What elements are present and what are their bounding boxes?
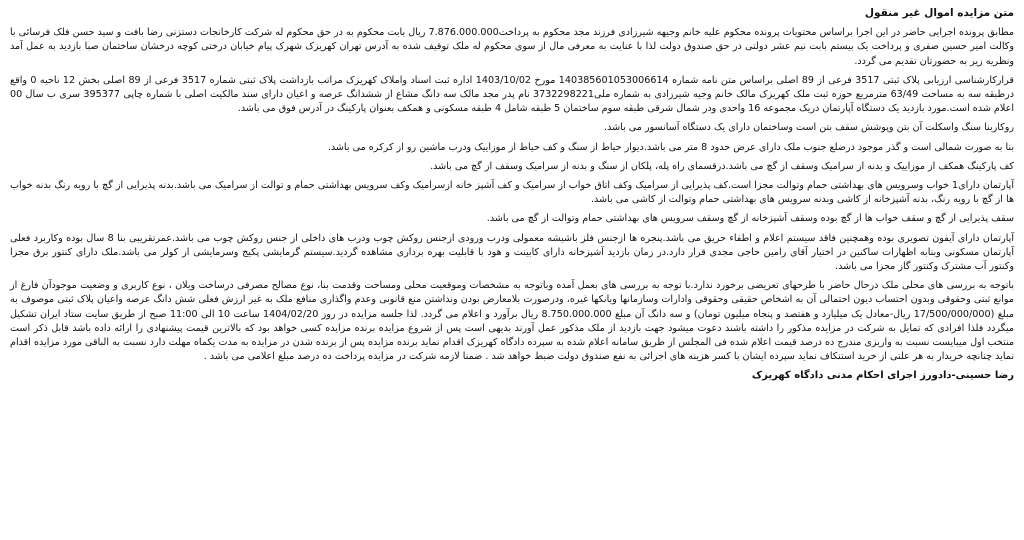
paragraph-ceilings: سقف پذیرایی از گچ و سقف خواب ها از گچ بوده وسقف آشپزخانه از گچ وسقف سرویس های بهداشتی حمام وتوالت از گچ می باشد.: [486, 213, 1014, 225]
signature: رضا حسینی-دادورز اجرای احکام مدنی دادگاه کهریزک: [751, 370, 1014, 382]
paragraph-case-summary: مطابق پرونده اجرایی حاضر در این اجرا براساس محتویات پرونده محکوم علیه خانم وجیهه شیرزادی فرزند مجد محکوم به پرداخت7.876.000.000 ریال بابت محکوم به در حق محکوم له شرکت کارخانجات دستزنی رضا بافت و سید حسن فلک فرسائی با وکالت امیر حسین صفری و پرداخت یک بیستم بابت نیم عشر دولتی در حق صندوق دولت لذا با عنایت به معرفی مال از سوی محکوم له ملک توقیف شده به آدرس تهران کهریزک شهرک پیام خیابان درختی کوچه درخشان ساختمان صبا بازدید به عمل آمد ونظریه زیر به حضورتان تقدیم می گردد.: [10, 27, 1014, 67]
paragraph-registration: قرارکارشناسی ارزیابی پلاک ثبتی 3517 فرعی از 89 اصلی براساس متن نامه شماره 140385601053006614 مورخ 1403/10/02 اداره ثبت اسناد واملاک کهریزک مراتب بازداشت پلاک ثبتی شماره 3517 فرعی از 89 اصلی بخش 12 ناحیه 0 واقع درطبقه سه به مساحت 63/49 مترمربع حوزه ثبت ملک کهریزک مالک خانم وجیه شیرزادی به شماره ملی3732298221 نام پدر مجد مالک سه دانگ مشاع از ششدانگ عرصه و اعیان دارای سند مالکیت اصلی با شماره چاپی 395377 سری ب سال 00 اعلام شده است.مورد بازدید یک دستگاه آپارتمان دریک مجموعه 16 واحدی ودر شمال شرقی طبقه سوم ساختمان 5 طبقه شامل 4 طبقه مسکونی و همکف بعنوان پارکینگ در آدرس فوق می باشد.: [10, 74, 1014, 115]
document-title: متن مزایده اموال غیر منقول: [864, 7, 1014, 19]
paragraph-facilities: آپارتمان دارای آیفون تصویری بوده وهمچنین فاقد سیستم اعلام و اطفاء حریق می باشد.پنجره ها ازجنس فلز باشیشه معمولی ودرب ورودی ازجنس روکش چوب ودرب های داخلی از جنس روکش چوب می باشد.عمرتقریبی بنا 8 سال بوده وکاربرد فعلی آپارتمان مسکونی وبنابه اظهارات ساکنین در اختیار آقای رامین حاجی مجدی قرار دارد.در زمان بازدید آشپزخانه دارای کابینت و هود با قابلیت بهره برداری مشاهده گردید.سیستم گرمایشی پکیج وسرمایشی از کولر می باشد.ملک دارای کنتور برق مجزا وکنتور آب مشترک وکنتور گاز مجزا می باشد.: [10, 232, 1014, 273]
paragraph-structure: روکاربنا سنگ واسکلت آن بتن وپوشش سقف بتن است وساختمان دارای یک دستگاه آسانسور می باشد.: [604, 122, 1014, 134]
paragraph-parking: کف پارکینگ همکف از موزاییک و بدنه از سرامیک وسقف از گچ می باشد.درقسمای راه پله، پلکان از سنگ و بدنه از سرامیک وسقف از گچ می باشد.: [430, 160, 1014, 172]
paragraph-valuation-auction: باتوجه به بررسی های محلی ملک درحال حاضر با طرحهای تعریضی برخورد ندارد.با توجه به بررسی های بعمل آمده وباتوجه به مشخصات وموقعیت محلی ومساحت وقدمت بنا، نوع مصالح مصرفی درساخت ویلان ، نوع کاربری و وضعیت موجودآن فارغ از موانع ثبتی وحقوقی وبدون احتساب دیون احتمالی آن به اشخاص حقیقی وحقوقی وادارات وسازمانها وبانکها غیره، ودرصورت بلامعارض بودن ونداشتن منع قانونی وعدم واگذاری منافع ملک به غیر ارزش فعلی شش دانگ عرصه واعیان پلاک ثبتی موصوف به مبلغ (17/500/000/000 ریال-معادل یک میلیارد و هفتصد و پنجاه میلیون تومان) و سه دانگ آن مبلغ 8.750.000.000 ریال برآورد و اعلام می گردد. لذا جلسه مزایده در روز 1404/02/20 ساعت 10 الی 11:00 صبح از طریق سایت ستاد ایران تشکیل میگردد فلذا افرادی که تمایل به شرکت در مزایده مذکور را داشته باشند دعوت میشود جهت بازدید از ملک مذکور عمل آورند بدیهی است پس از شروع مزایده برنده مزایده کسی خواهد بود که بالاترین قیمت پیشنهادی را ارائه داده باشد قابل ذکر است منتخب اول میبایست نسبت به واریزی مندرج ده درصد قیمت اعلام شده فی المجلس از طریق سامانه اعلام شده به سپرده دادگاه کهریزک اقدام نماید برنده مزایده پس از برنده شدن در مزایده به مدت یکماه مهلت دارد نسبت به الباقی مورد مزایده اقدام نماید چنانچه خریدار به هر علتی از خرید استنکاف نماید سپرده ایشان با کسر هزینه های اجرائی به نفع صندوق دولت ضبط خواهد شد . ضمنا لازمه شرکت در مزایده پرداخت ده درصد مبلغ اعلامی می باشد .: [10, 280, 1015, 363]
paragraph-frontage: بنا به صورت شمالی است و گذر موجود درضلع جنوب ملک دارای عرض حدود 8 متر می باشد.دیوار حیاط از سنگ و کف حیاط از موزاییک ودرب ماشین رو از کرکره می باشد.: [327, 141, 1014, 153]
paragraph-rooms: آپارتمان دارای1 خواب وسرویس های بهداشتی حمام وتوالت مجزا است.کف پذیرایی از سرامیک وکف اتاق خواب از سرامیک و کف آشپز خانه ازسرامیک وکف سرویس بهداشتی حمام و توالت از سرامیک می باشد.بدنه پذیرایی از گچ با رویه رنگ بدنه خواب ها از گچ با رویه رنگ، بدنه آشپزخانه از کاشی وبدنه سرویس های بهداشتی حمام وتوالت از کاشی می باشد.: [10, 180, 1014, 206]
document: [10, 6, 1014, 536]
